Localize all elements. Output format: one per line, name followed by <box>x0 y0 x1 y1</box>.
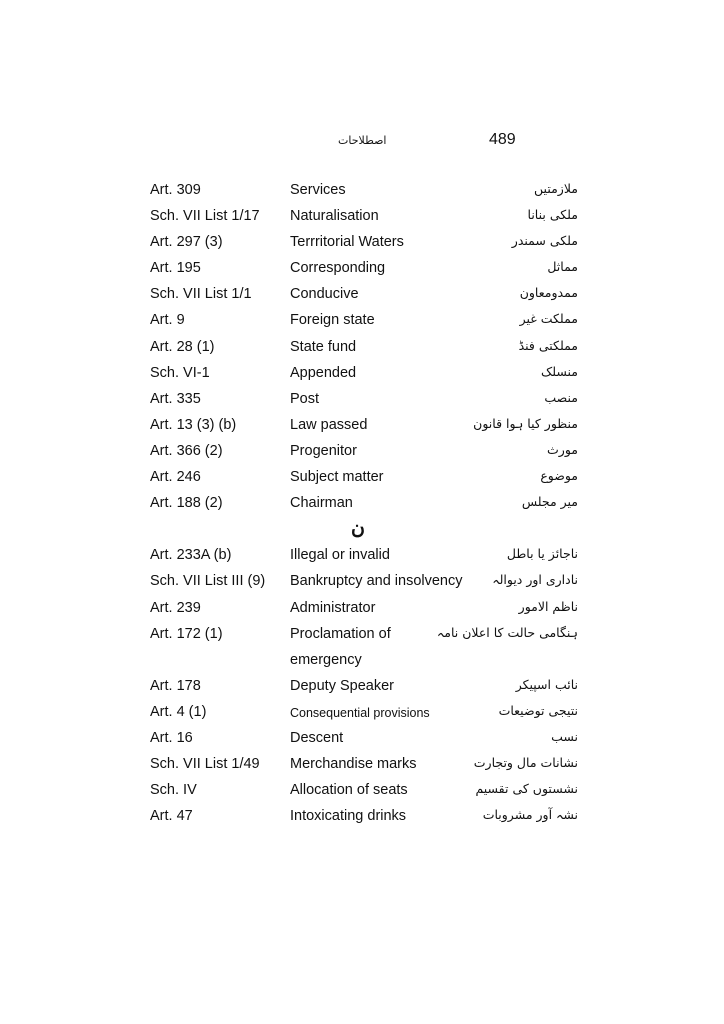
article-reference: Art. 309 <box>150 182 201 198</box>
urdu-term: ممدومعاون <box>519 285 578 301</box>
article-reference: Art. 195 <box>150 260 201 277</box>
section-letter-heading: ن <box>351 517 365 540</box>
english-term: Bankruptcy and insolvency <box>290 573 463 590</box>
glossary-row <box>0 674 724 700</box>
urdu-term: نسب <box>551 728 578 744</box>
english-term: State fund <box>290 338 357 355</box>
english-term: Corresponding <box>290 260 386 277</box>
urdu-term: ملکی سمندر <box>511 233 578 249</box>
article-reference: Sch. VI-1 <box>150 364 210 381</box>
glossary-row <box>0 622 724 648</box>
urdu-term: ناظم الامور <box>518 598 578 614</box>
glossary-row <box>0 361 724 387</box>
glossary-row <box>0 465 724 491</box>
running-header-title: اصطلاحات <box>338 134 387 147</box>
english-term: Law passed <box>290 416 368 433</box>
glossary-row <box>0 256 724 282</box>
urdu-term: نشستوں کی تقسیم <box>475 781 578 797</box>
english-term: Foreign state <box>290 312 375 329</box>
glossary-row <box>0 596 724 622</box>
english-term: Intoxicating drinks <box>290 808 407 825</box>
urdu-term: ملازمتیں <box>534 181 578 196</box>
glossary-row <box>0 178 724 204</box>
article-reference: Sch. IV <box>150 782 197 799</box>
article-reference: Art. 297 (3) <box>150 234 223 251</box>
article-reference: Sch. VII List III (9) <box>150 573 266 590</box>
english-term: Post <box>290 390 320 407</box>
english-term: Proclamation of <box>290 625 391 642</box>
article-reference: Sch. VII List 1/49 <box>150 756 260 773</box>
urdu-term: مورث <box>547 441 578 457</box>
urdu-term: ملکی بنانا <box>527 207 578 223</box>
english-term: Naturalisation <box>290 208 379 225</box>
glossary-row <box>0 204 724 230</box>
glossary-row <box>0 282 724 308</box>
glossary-row <box>0 230 724 256</box>
english-term: Merchandise marks <box>290 756 417 773</box>
article-reference: Art. 178 <box>150 677 201 694</box>
urdu-term: مماثل <box>547 259 578 275</box>
english-term: Services <box>290 182 346 198</box>
glossary-row <box>0 778 724 804</box>
english-term: Conducive <box>290 286 359 303</box>
article-reference: Art. 335 <box>150 390 201 407</box>
urdu-term: ناداری اور دیوالہ <box>492 572 578 588</box>
glossary-row <box>0 491 724 517</box>
english-term: Consequential provisions <box>290 705 430 720</box>
glossary-row <box>0 308 724 334</box>
english-term: Terrritorial Waters <box>290 234 404 251</box>
urdu-term: نشانات مال وتجارت <box>473 755 578 771</box>
article-reference: Art. 233A (b) <box>150 547 232 564</box>
section-divider <box>0 517 724 543</box>
urdu-term: موضوع <box>540 468 578 484</box>
glossary-row <box>0 752 724 778</box>
english-term: Chairman <box>290 495 353 512</box>
glossary-row <box>0 569 724 595</box>
glossary-row-continuation <box>0 648 724 674</box>
article-reference: Art. 13 (3) (b) <box>150 416 237 433</box>
urdu-term: مملکتی فنڈ <box>518 337 578 353</box>
article-reference: Art. 9 <box>150 312 185 329</box>
article-reference: Art. 246 <box>150 469 201 486</box>
english-term-continuation: emergency <box>290 651 362 668</box>
urdu-term: ہنگامی حالت کا اعلان نامہ <box>436 624 578 640</box>
urdu-term: مملکت غیر <box>519 311 578 327</box>
english-term: Progenitor <box>290 442 357 459</box>
english-term: Subject matter <box>290 469 384 486</box>
article-reference: Art. 4 (1) <box>150 703 207 720</box>
article-reference: Art. 47 <box>150 808 193 825</box>
glossary-row <box>0 413 724 439</box>
glossary-row <box>0 543 724 569</box>
english-term: Appended <box>290 364 357 381</box>
glossary-row <box>0 804 724 830</box>
glossary-row <box>0 726 724 752</box>
article-reference: Art. 366 (2) <box>150 442 223 459</box>
glossary-row <box>0 439 724 465</box>
glossary-row <box>0 700 724 726</box>
urdu-term: ناجائز یا باطل <box>506 546 578 562</box>
article-reference: Art. 188 (2) <box>150 495 223 512</box>
page-number: 489 <box>489 131 516 148</box>
english-term: Descent <box>290 729 344 746</box>
urdu-term: منصب <box>544 389 578 405</box>
urdu-term: نائب اسپیکر <box>515 676 578 692</box>
english-term: Administrator <box>290 599 376 616</box>
urdu-term: منسلک <box>541 363 578 379</box>
glossary-table <box>0 178 724 830</box>
article-reference: Art. 172 (1) <box>150 625 223 642</box>
article-reference: Art. 16 <box>150 729 193 746</box>
urdu-term: منظور کیا ہوا قانون <box>473 415 578 431</box>
glossary-row <box>0 387 724 413</box>
english-term: Allocation of seats <box>290 782 408 799</box>
urdu-term: میر مجلس <box>521 494 578 510</box>
article-reference: Sch. VII List 1/17 <box>150 208 260 225</box>
english-term: Deputy Speaker <box>290 677 394 694</box>
article-reference: Sch. VII List 1/1 <box>150 286 252 303</box>
english-term: Illegal or invalid <box>290 547 390 564</box>
article-reference: Art. 239 <box>150 599 201 616</box>
urdu-term: نشہ آور مشروبات <box>482 807 578 823</box>
urdu-term: نتیجی توضیعات <box>498 702 578 718</box>
glossary-row <box>0 335 724 361</box>
article-reference: Art. 28 (1) <box>150 338 215 355</box>
